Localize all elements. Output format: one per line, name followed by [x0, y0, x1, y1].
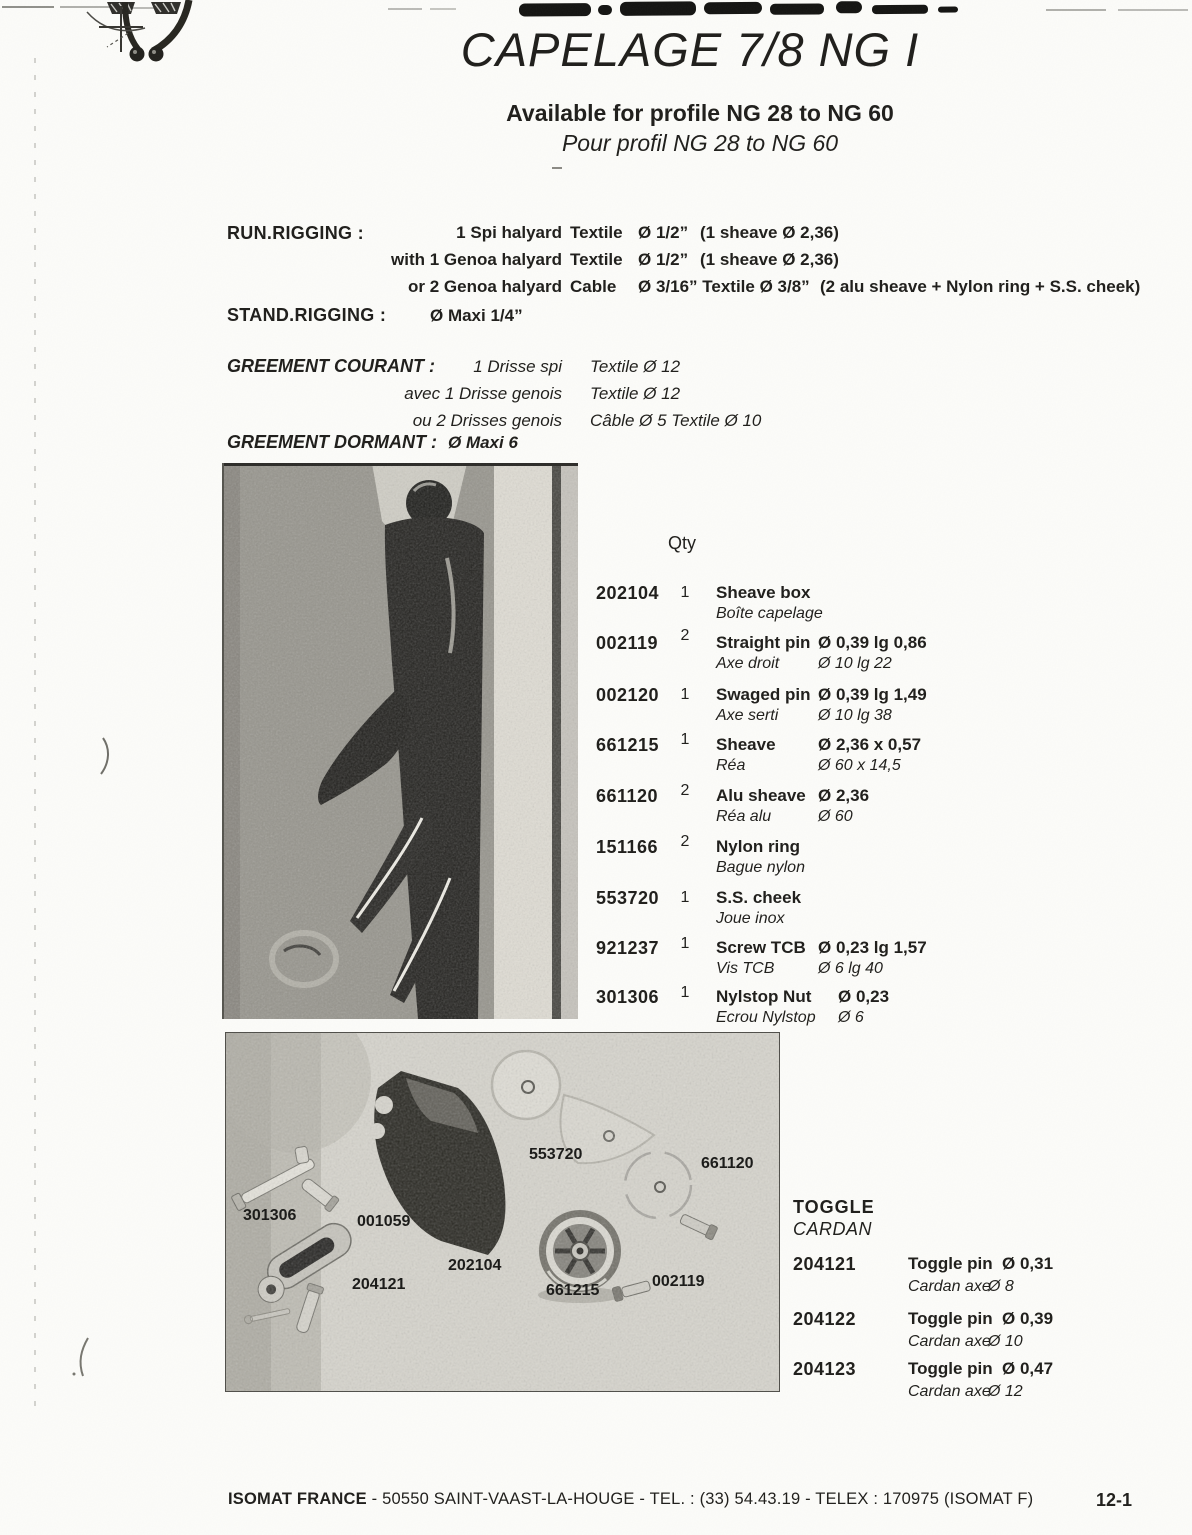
- run-rigging-row: [330, 250, 1170, 277]
- part-spec-fr: Ø 6 lg 40: [818, 960, 883, 977]
- rig-item: with 1 Genoa halyard: [391, 250, 562, 269]
- part-spec-fr: Ø 10 lg 22: [818, 655, 892, 672]
- part-desc-fr: Cardan axe: [908, 1383, 991, 1400]
- part-desc-en: Sheave: [716, 735, 776, 754]
- parts-row: [596, 583, 1176, 629]
- part-spec-fr: Ø 10 lg 38: [818, 707, 892, 724]
- part-ref: 151166: [596, 837, 659, 857]
- rig-item: or 2 Genoa halyard: [408, 277, 562, 296]
- greement-courant-row: [330, 411, 1090, 438]
- scan-speck: [552, 167, 562, 169]
- footer-address-text: - 50550 SAINT-VAAST-LA-HOUGE - TEL. : (33) 54.43.19 - TELEX : 170975 (ISOMAT F): [366, 1490, 1034, 1508]
- part-qty: 1: [680, 984, 690, 1001]
- rig-material: Textile: [570, 223, 623, 242]
- part-qty: 1: [680, 686, 690, 703]
- rig-size: Ø 1/2”: [638, 250, 689, 269]
- photo-part-label: 202104: [448, 1257, 502, 1274]
- photo-part-label: 001059: [357, 1213, 411, 1230]
- run-rigging-row: [330, 223, 1170, 250]
- rig-item: avec 1 Drisse genois: [404, 384, 562, 403]
- part-qty: 1: [680, 889, 690, 906]
- rig-item: ou 2 Drisses genois: [412, 411, 562, 430]
- part-desc-fr: Réa alu: [716, 808, 772, 825]
- toggle-row: [793, 1254, 1143, 1304]
- subtitle-english: Available for profile NG 28 to NG 60: [506, 100, 894, 126]
- page-title: CAPELAGE 7/8 NG I: [460, 23, 920, 76]
- part-spec-en: Ø 0,31: [1002, 1254, 1054, 1273]
- qty-column-header: Qty: [668, 533, 697, 553]
- part-desc-en: Screw TCB: [716, 938, 806, 957]
- part-desc-fr: Boîte capelage: [716, 605, 823, 622]
- company-name: ISOMAT FRANCE: [228, 1490, 367, 1508]
- photo-part-label: 002119: [652, 1273, 705, 1290]
- rig-size: Ø 3/16” Textile Ø 3/8”: [638, 277, 810, 296]
- rig-spec: Câble Ø 5 Textile Ø 10: [590, 411, 762, 430]
- pen-mark: [70, 1336, 96, 1380]
- parts-row: [596, 935, 1176, 984]
- parts-row: [596, 888, 1176, 934]
- part-spec-en: Ø 0,39 lg 0,86: [818, 633, 927, 652]
- part-ref: 921237: [596, 938, 660, 958]
- part-desc-fr: Axe droit: [716, 655, 780, 672]
- rig-material: Textile: [570, 250, 623, 269]
- part-ref: 661120: [596, 786, 659, 806]
- part-ref: 204123: [793, 1359, 857, 1379]
- part-spec-fr: Ø 60 x 14,5: [818, 757, 901, 774]
- part-ref: 204122: [793, 1309, 857, 1329]
- part-qty: 1: [680, 584, 690, 601]
- rig-spec: Textile Ø 12: [590, 384, 681, 403]
- part-ref: 204121: [793, 1254, 857, 1274]
- part-spec-en: Ø 0,23 lg 1,57: [818, 938, 927, 957]
- part-spec-en: Ø 0,23: [838, 987, 890, 1006]
- part-spec-en: Ø 2,36: [818, 786, 870, 805]
- part-desc-fr: Réa: [716, 757, 746, 774]
- part-spec-fr: Ø 10: [988, 1333, 1023, 1350]
- stand-rigging-value: Ø Maxi 1/4”: [430, 306, 523, 325]
- toggle-section-title: TOGGLE: [793, 1197, 875, 1217]
- part-ref: 202104: [596, 583, 660, 603]
- rig-size: Ø 1/2”: [638, 223, 689, 242]
- part-desc-en: Toggle pin: [908, 1309, 993, 1328]
- rig-note: (1 sheave Ø 2,36): [700, 223, 839, 242]
- toggle-row: [793, 1359, 1143, 1409]
- parts-row: [596, 731, 1176, 781]
- part-desc-fr: Ecrou Nylstop: [716, 1009, 816, 1026]
- pen-mark: [95, 736, 117, 778]
- exploded-parts-photo: [225, 1032, 780, 1392]
- part-desc-en: Sheave box: [716, 583, 811, 602]
- part-qty: 1: [680, 935, 690, 952]
- part-desc-fr: Axe serti: [716, 707, 779, 724]
- greement-courant-label: GREEMENT COURANT :: [227, 356, 435, 376]
- rig-item: 1 Spi halyard: [456, 223, 562, 242]
- part-spec-fr: Ø 60: [818, 808, 853, 825]
- part-ref: 661215: [596, 735, 660, 755]
- part-desc-en: Straight pin: [716, 633, 811, 652]
- parts-row: [596, 627, 1176, 679]
- rig-material: Cable: [570, 277, 617, 296]
- run-rigging-label: RUN.RIGGING :: [227, 223, 364, 243]
- part-desc-fr: Cardan axe: [908, 1278, 991, 1295]
- photo-part-label: 661215: [546, 1282, 600, 1299]
- run-rigging-row: [330, 277, 1170, 304]
- part-spec-en: Ø 0,39 lg 1,49: [818, 685, 927, 704]
- masthead-fitting-photo: [222, 463, 578, 1019]
- part-desc-fr: Bague nylon: [716, 859, 805, 876]
- part-desc-en: Alu sheave: [716, 786, 806, 805]
- subtitle-french: Pour profil NG 28 to NG 60: [561, 130, 839, 156]
- stand-rigging-label: STAND.RIGGING :: [227, 305, 387, 325]
- part-qty: 1: [680, 731, 690, 748]
- part-ref: 002120: [596, 685, 660, 705]
- part-qty: 2: [680, 627, 690, 644]
- part-spec-fr: Ø 12: [988, 1383, 1023, 1400]
- greement-courant-row: [330, 384, 1090, 411]
- parts-row: [596, 685, 1176, 731]
- part-qty: 2: [680, 833, 690, 850]
- part-desc-en: S.S. cheek: [716, 888, 802, 907]
- scan-margin-dotted-line: [34, 58, 36, 1410]
- footer-address: [228, 1490, 1033, 1509]
- toggle-section-title-fr: CARDAN: [793, 1219, 873, 1239]
- part-desc-en: Nylon ring: [716, 837, 801, 856]
- rig-note: (1 sheave Ø 2,36): [700, 250, 839, 269]
- part-desc-en: Nylstop Nut: [716, 987, 812, 1006]
- toggle-row: [793, 1309, 1143, 1359]
- rig-spec: Textile Ø 12: [590, 357, 681, 376]
- rig-item: 1 Drisse spi: [473, 357, 562, 376]
- part-desc-fr: Vis TCB: [716, 960, 775, 977]
- parts-row: [596, 984, 1176, 1033]
- part-ref: 002119: [596, 633, 659, 653]
- part-spec-fr: Ø 6: [838, 1009, 864, 1026]
- photo-part-label: 204121: [352, 1276, 406, 1293]
- part-desc-fr: Cardan axe: [908, 1333, 991, 1350]
- greement-dormant-value: Ø Maxi 6: [448, 433, 518, 452]
- part-ref: 553720: [596, 888, 660, 908]
- parts-row: [596, 782, 1176, 832]
- photo-part-label: 661120: [701, 1155, 754, 1172]
- part-spec-fr: Ø 8: [988, 1278, 1014, 1295]
- rig-note: (2 alu sheave + Nylon ring + S.S. cheek): [820, 277, 1141, 296]
- part-desc-en: Toggle pin: [908, 1359, 993, 1378]
- page-number: 12-1: [1096, 1490, 1133, 1510]
- photo-part-label: 553720: [529, 1146, 583, 1163]
- photo-part-label: 301306: [243, 1207, 297, 1224]
- part-spec-en: Ø 0,47: [1002, 1359, 1054, 1378]
- greement-courant-row: [330, 357, 1090, 384]
- part-spec-en: Ø 0,39: [1002, 1309, 1054, 1328]
- part-ref: 301306: [596, 987, 660, 1007]
- part-desc-en: Swaged pin: [716, 685, 811, 704]
- masthead-sketch-logo: [85, 0, 205, 70]
- part-desc-fr: Joue inox: [716, 910, 785, 927]
- part-spec-en: Ø 2,36 x 0,57: [818, 735, 922, 754]
- greement-dormant-label: GREEMENT DORMANT :: [227, 432, 437, 452]
- part-desc-en: Toggle pin: [908, 1254, 993, 1273]
- parts-row: [596, 833, 1176, 883]
- part-qty: 2: [680, 782, 690, 799]
